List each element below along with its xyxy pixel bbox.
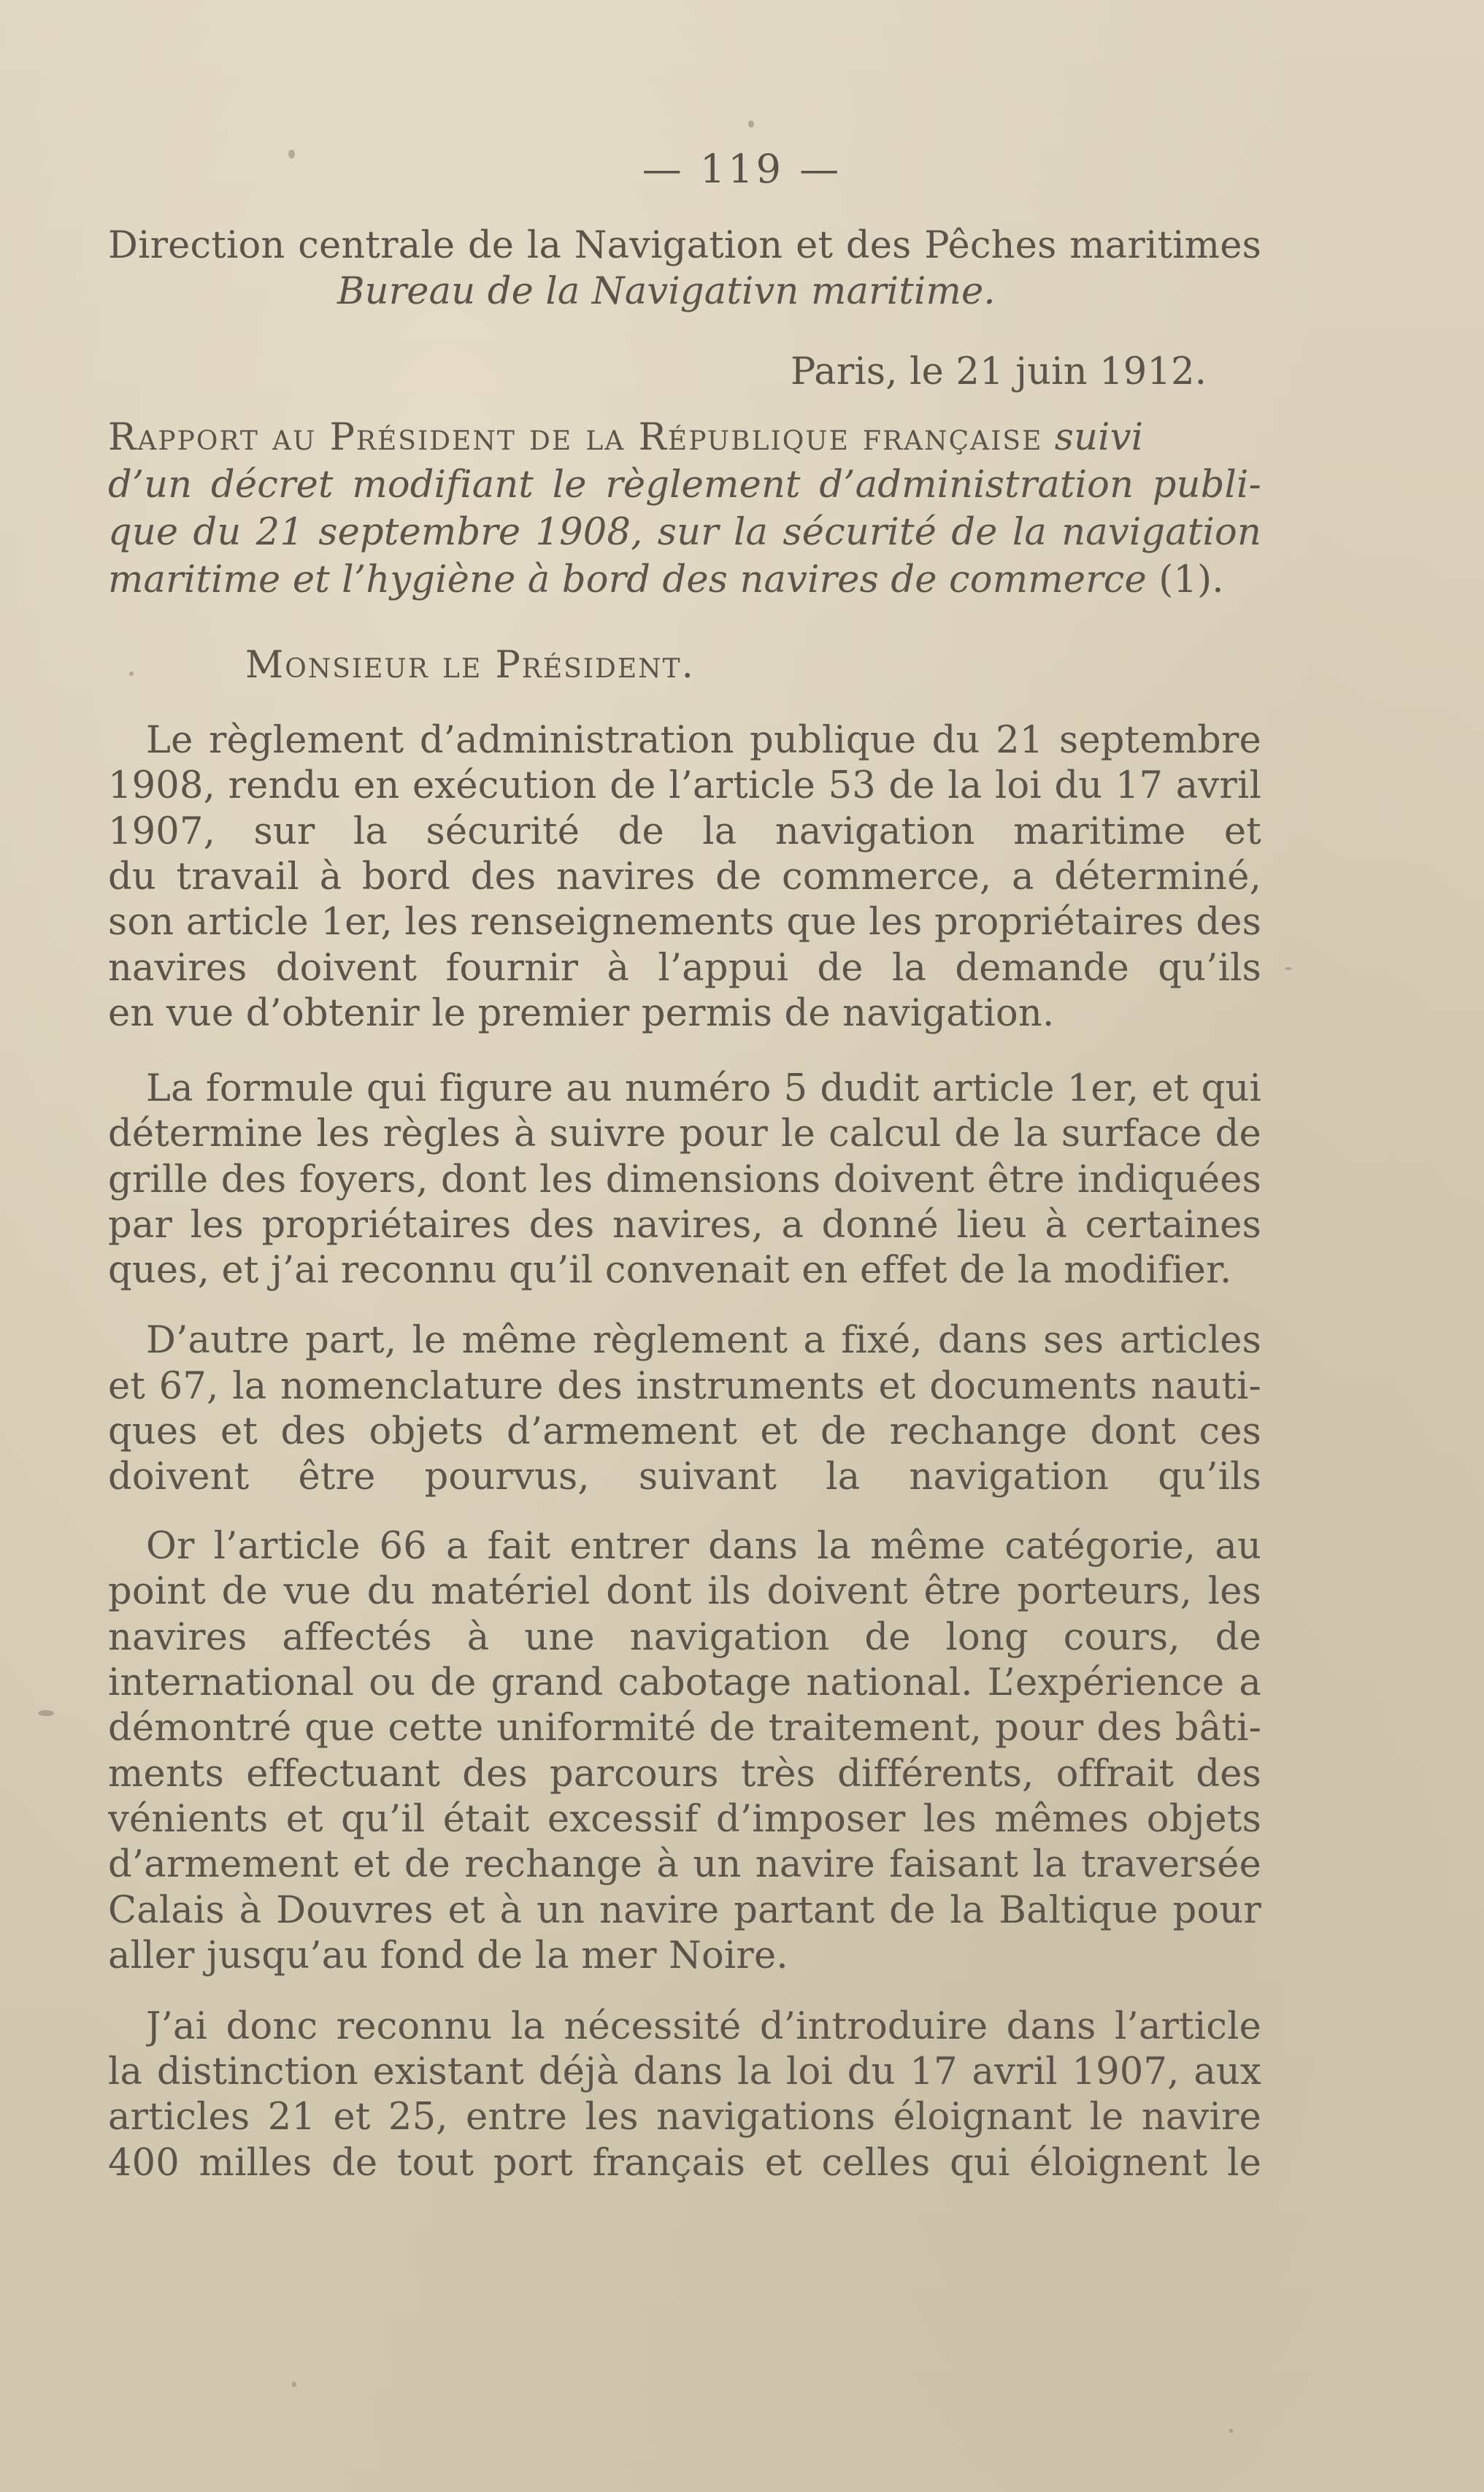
header-direction: Direction centrale de la Navigation et des Pêches maritimes [108,224,1261,267]
text-column [108,0,1261,2492]
para-5-line-2: la distinction existant déjà dans la loi du 17 avril 1907, aux [108,2050,1261,2093]
report-title-suivi: suivi [1054,416,1144,459]
scan-speck [129,672,134,676]
para-1-line-5: son article 1er, les renseignements que les propriétaires des [108,901,1261,944]
scan-speck [38,1710,54,1716]
para-1-line-2: 1908, rendu en exécution de l’article 53 de la loi du 17 avril [108,764,1261,807]
para-2-line-3: grille des foyers, dont les dimensions doivent être indiquées [108,1158,1261,1201]
para-1-line-1: Le règlement d’administration publique du 21 septembre [146,719,1261,762]
para-4-line-7: vénients et qu’il était excessif d’imposer les mêmes objets [108,1798,1261,1841]
para-2-line-1: La formule qui figure au numéro 5 dudit article 1er, et qui [146,1067,1261,1110]
scan-speck [748,120,754,128]
para-4-line-5: démontré que cette uniformité de traitement, pour des bâti- [108,1707,1261,1750]
para-3-line-4: doivent être pourvus, suivant la navigation qu’ils [108,1455,1261,1499]
page-number: — 119 — [642,146,842,192]
para-4-line-2: point de vue du matériel dont ils doivent être porteurs, les [108,1570,1261,1613]
para-4-line-4: international ou de grand cabotage national. L’expérience a [108,1661,1261,1704]
para-2-line-5: ques, et j’ai reconnu qu’il convenait en effet de la modifier. [108,1249,1232,1292]
para-4-line-3: navires affectés à une navigation de long cours, de [108,1616,1261,1659]
para-1-line-7: en vue d’obtenir le premier permis de navigation. [108,992,1055,1035]
para-5-line-3: articles 21 et 25, entre les navigations éloignant le navire [108,2096,1261,2139]
scan-speck [1285,967,1292,970]
para-5-line-4: 400 milles de tout port français et celles qui éloignent le [108,2142,1261,2185]
para-1-line-3: 1907, sur la sécurité de la navigation maritime et [108,810,1261,853]
report-title-line-2: d’un décret modifiant le règlement d’administration publi- [108,464,1261,507]
para-1-line-4: du travail à bord des navires de commerce, a déterminé, [108,855,1261,899]
para-4-line-8: d’armement et de rechange à un navire faisant la traversée [108,1843,1261,1886]
scan-speck [1229,2428,1233,2433]
para-4-line-1: Or l’article 66 a fait entrer dans la même catégorie, au [146,1525,1261,1568]
para-3-line-1: D’autre part, le même règlement a fixé, dans ses articles [146,1319,1261,1362]
report-title-caps: Rapport au Président de la République française [108,416,1043,459]
report-title-line-1 [108,415,1261,461]
report-title-line-4 [108,557,1261,604]
header-bureau: Bureau de la Navigativn maritime. [337,270,996,313]
salutation: Monsieur le Président. [245,644,695,687]
para-2-line-2: détermine les règles à suivre pour le calcul de la surface de [108,1112,1261,1155]
scan-speck [292,2382,296,2387]
para-1-line-6: navires doivent fournir à l’appui de la demande qu’ils [108,947,1261,990]
para-3-line-2: et 67, la nomenclature des instruments et documents nauti- [108,1365,1261,1408]
report-title-line-3: que du 21 septembre 1908, sur la sécurité de la navigation [108,511,1261,554]
para-5-line-1: J’ai donc reconnu la nécessité d’introduire dans l’article [146,2005,1261,2048]
footnote-ref: (1). [1158,558,1224,601]
para-4-line-6: ments effectuant des parcours très différents, offrait des [108,1753,1261,1796]
para-4-line-10: aller jusqu’au fond de la mer Noire. [108,1934,788,1977]
dateline: Paris, le 21 juin 1912. [791,350,1207,393]
para-2-line-4: par les propriétaires des navires, a donné lieu à certaines [108,1204,1261,1247]
para-3-line-3: ques et des objets d’armement et de rechange dont ces [108,1410,1261,1453]
scan-speck [288,150,295,158]
para-4-line-9: Calais à Douvres et à un navire partant de la Baltique pour [108,1889,1261,1932]
report-title-italic-end: maritime et l’hygiène à bord des navires de commerce [108,558,1147,601]
